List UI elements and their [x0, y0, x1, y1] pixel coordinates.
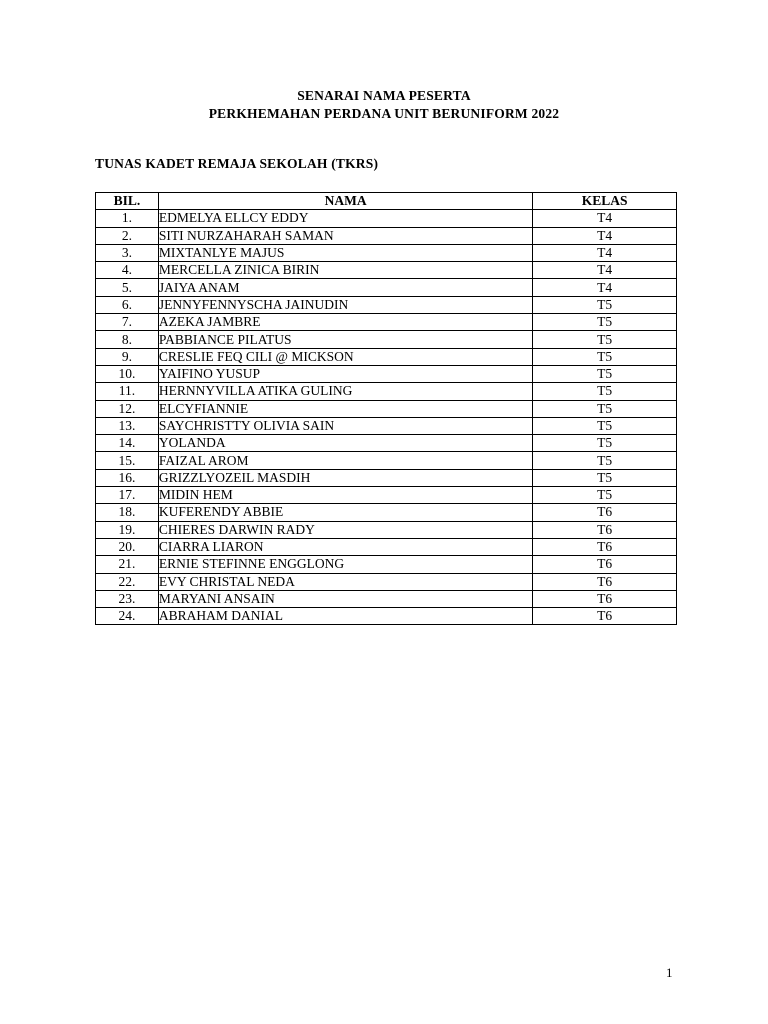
- table-header-row: [96, 193, 677, 210]
- table-row: [96, 365, 677, 382]
- row-number-cell: 24.: [96, 608, 159, 625]
- class-cell: T4: [533, 227, 677, 244]
- class-cell: T5: [533, 365, 677, 382]
- row-number-cell: 17.: [96, 487, 159, 504]
- row-number-cell: 19.: [96, 521, 159, 538]
- class-cell: T5: [533, 383, 677, 400]
- participant-name-cell: AZEKA JAMBRE: [158, 314, 532, 331]
- table-row: [96, 435, 677, 452]
- row-number-cell: 8.: [96, 331, 159, 348]
- class-cell: T5: [533, 331, 677, 348]
- class-cell: T5: [533, 296, 677, 313]
- table-row: [96, 244, 677, 261]
- class-cell: T4: [533, 244, 677, 261]
- table-row: [96, 348, 677, 365]
- table-row: [96, 210, 677, 227]
- table-row: [96, 538, 677, 555]
- class-cell: T6: [533, 608, 677, 625]
- participant-name-cell: ERNIE STEFINNE ENGGLONG: [158, 556, 532, 573]
- participant-name-cell: YAIFINO YUSUP: [158, 365, 532, 382]
- row-number-cell: 4.: [96, 262, 159, 279]
- class-cell: T5: [533, 487, 677, 504]
- table-row: [96, 227, 677, 244]
- class-cell: T6: [533, 573, 677, 590]
- row-number-cell: 7.: [96, 314, 159, 331]
- row-number-cell: 23.: [96, 590, 159, 607]
- column-header-bil: BIL.: [96, 193, 159, 210]
- participant-name-cell: SAYCHRISTTY OLIVIA SAIN: [158, 417, 532, 434]
- row-number-cell: 2.: [96, 227, 159, 244]
- table-row: [96, 608, 677, 625]
- row-number-cell: 13.: [96, 417, 159, 434]
- participant-name-cell: CRESLIE FEQ CILI @ MICKSON: [158, 348, 532, 365]
- column-header-kelas: KELAS: [533, 193, 677, 210]
- class-cell: T5: [533, 348, 677, 365]
- section-heading: TUNAS KADET REMAJA SEKOLAH (TKRS): [95, 156, 379, 171]
- participant-name-cell: MARYANI ANSAIN: [158, 590, 532, 607]
- participant-name-cell: JAIYA ANAM: [158, 279, 532, 296]
- class-cell: T5: [533, 435, 677, 452]
- table-row: [96, 487, 677, 504]
- table-row: [96, 400, 677, 417]
- class-cell: T5: [533, 469, 677, 486]
- row-number-cell: 10.: [96, 365, 159, 382]
- class-cell: T4: [533, 279, 677, 296]
- row-number-cell: 20.: [96, 538, 159, 555]
- table-row: [96, 590, 677, 607]
- class-cell: T5: [533, 400, 677, 417]
- table-row: [96, 314, 677, 331]
- row-number-cell: 9.: [96, 348, 159, 365]
- row-number-cell: 15.: [96, 452, 159, 469]
- page-number: 1: [666, 965, 673, 980]
- table-row: [96, 279, 677, 296]
- participant-name-cell: FAIZAL AROM: [158, 452, 532, 469]
- row-number-cell: 11.: [96, 383, 159, 400]
- class-cell: T6: [533, 521, 677, 538]
- table-row: [96, 383, 677, 400]
- class-cell: T6: [533, 504, 677, 521]
- table-row: [96, 296, 677, 313]
- participant-name-cell: GRIZZLYOZEIL MASDIH: [158, 469, 532, 486]
- row-number-cell: 5.: [96, 279, 159, 296]
- participant-name-cell: JENNYFENNYSCHA JAINUDIN: [158, 296, 532, 313]
- participant-name-cell: CIARRA LIARON: [158, 538, 532, 555]
- document-title: SENARAI NAMA PESERTA: [297, 88, 471, 103]
- row-number-cell: 22.: [96, 573, 159, 590]
- class-cell: T5: [533, 452, 677, 469]
- table-body: [96, 210, 677, 625]
- participant-name-cell: HERNNYVILLA ATIKA GULING: [158, 383, 532, 400]
- participant-name-cell: CHIERES DARWIN RADY: [158, 521, 532, 538]
- table-row: [96, 504, 677, 521]
- participant-name-cell: MERCELLA ZINICA BIRIN: [158, 262, 532, 279]
- class-cell: T5: [533, 314, 677, 331]
- row-number-cell: 18.: [96, 504, 159, 521]
- row-number-cell: 3.: [96, 244, 159, 261]
- participant-name-cell: YOLANDA: [158, 435, 532, 452]
- class-cell: T6: [533, 538, 677, 555]
- participant-name-cell: SITI NURZAHARAH SAMAN: [158, 227, 532, 244]
- row-number-cell: 21.: [96, 556, 159, 573]
- row-number-cell: 16.: [96, 469, 159, 486]
- table-row: [96, 262, 677, 279]
- row-number-cell: 6.: [96, 296, 159, 313]
- table-row: [96, 556, 677, 573]
- table-row: [96, 417, 677, 434]
- document-subtitle: PERKHEMAHAN PERDANA UNIT BERUNIFORM 2022: [208, 106, 560, 121]
- row-number-cell: 14.: [96, 435, 159, 452]
- table-row: [96, 573, 677, 590]
- participant-table: [95, 192, 677, 625]
- class-cell: T6: [533, 590, 677, 607]
- class-cell: T5: [533, 417, 677, 434]
- participant-name-cell: KUFERENDY ABBIE: [158, 504, 532, 521]
- column-header-nama: NAMA: [158, 193, 532, 210]
- class-cell: T6: [533, 556, 677, 573]
- table-row: [96, 521, 677, 538]
- row-number-cell: 1.: [96, 210, 159, 227]
- table-row: [96, 331, 677, 348]
- participant-name-cell: ELCYFIANNIE: [158, 400, 532, 417]
- participant-name-cell: PABBIANCE PILATUS: [158, 331, 532, 348]
- participant-name-cell: MIXTANLYE MAJUS: [158, 244, 532, 261]
- row-number-cell: 12.: [96, 400, 159, 417]
- participant-name-cell: EDMELYA ELLCY EDDY: [158, 210, 532, 227]
- participant-name-cell: ABRAHAM DANIAL: [158, 608, 532, 625]
- participant-name-cell: MIDIN HEM: [158, 487, 532, 504]
- table-row: [96, 452, 677, 469]
- table-row: [96, 469, 677, 486]
- class-cell: T4: [533, 262, 677, 279]
- participant-name-cell: EVY CHRISTAL NEDA: [158, 573, 532, 590]
- class-cell: T4: [533, 210, 677, 227]
